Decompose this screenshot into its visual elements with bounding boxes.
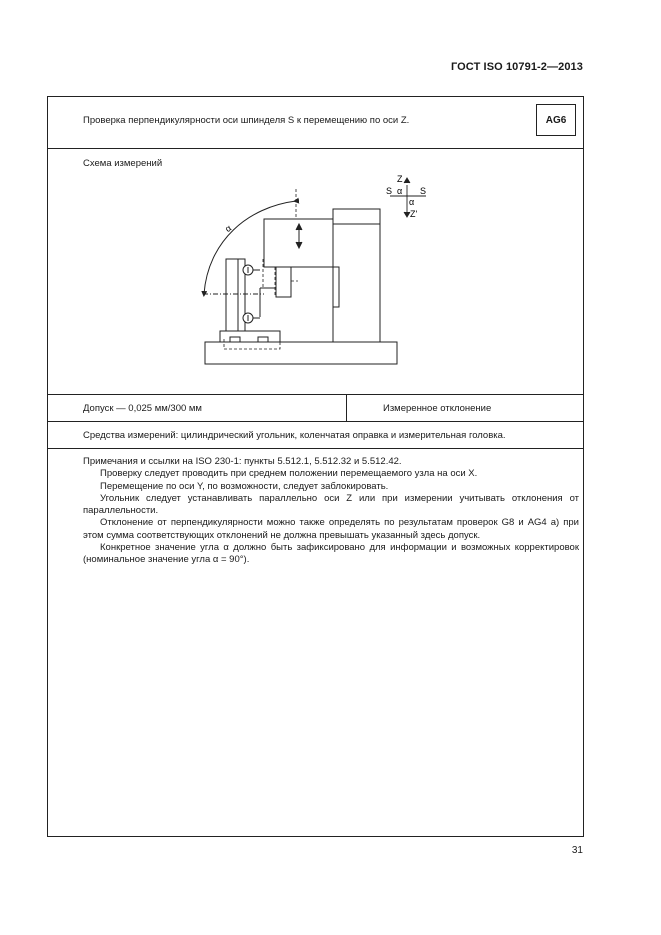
check-title: Проверка перпендикулярности оси шпинделя S к перемещению по оси Z.	[83, 115, 410, 126]
tolerance-row	[48, 395, 583, 422]
measuring-means-row	[48, 422, 583, 449]
axis-indicator	[390, 178, 426, 217]
check-title-row	[48, 97, 583, 149]
angle-arc	[203, 201, 296, 294]
axis-alpha-top-label: α	[397, 186, 403, 196]
z-movement-arrow	[296, 224, 302, 248]
tolerance-label: Допуск — 0,025 мм/300 мм	[83, 403, 202, 414]
page-number: 31	[571, 845, 583, 856]
axis-z-prime-label: Z'	[410, 209, 418, 219]
note-item: Конкретное значение угла α должно быть зафиксировано для информации и возможных корректировок (номинальное значение угла α = 90°).	[83, 542, 579, 566]
machine-drawing	[205, 209, 397, 364]
notes-section	[83, 456, 579, 567]
note-item: Угольник следует устанавливать параллельно оси Z или при измерении учитывать отклонения от параллельности.	[83, 492, 579, 517]
note-item: Отклонение от перпендикулярности можно также определять по результатам проверок G8 и AG4 а) при этом сумма соответствующих отклонений не должна превышать указанный здесь допуск.	[83, 517, 579, 541]
axis-alpha-bottom-label: α	[409, 197, 415, 207]
note-item: Проверку следует проводить при среднем положении перемещаемого узла на оси X.	[100, 468, 478, 480]
scheme-label: Схема измерений	[83, 158, 163, 169]
hidden-lines	[224, 189, 298, 349]
measured-deviation-label: Измеренное отклонение	[383, 403, 492, 414]
check-code-badge: AG6	[536, 104, 576, 136]
axis-s-right-label: S	[420, 186, 427, 196]
measurement-scheme-row	[48, 149, 583, 395]
measurement-diagram	[48, 149, 583, 394]
note-item: Перемещение по оси Y, по возможности, следует заблокировать.	[100, 480, 389, 492]
note-item: Примечания и ссылки на ISO 230-1: пункты 5.512.1, 5.512.32 и 5.512.42.	[83, 456, 402, 467]
angle-label: α	[223, 222, 234, 234]
axis-z-label: Z	[397, 174, 403, 184]
check-sheet-frame	[47, 96, 584, 837]
document-standard-header: ГОСТ ISO 10791-2—2013	[450, 61, 583, 73]
axis-s-left-label: S	[386, 186, 393, 196]
measuring-means: Средства измерений: цилиндрический угольник, коленчатая оправка и измерительная головка.	[83, 430, 506, 441]
tolerance-cell	[48, 395, 347, 421]
